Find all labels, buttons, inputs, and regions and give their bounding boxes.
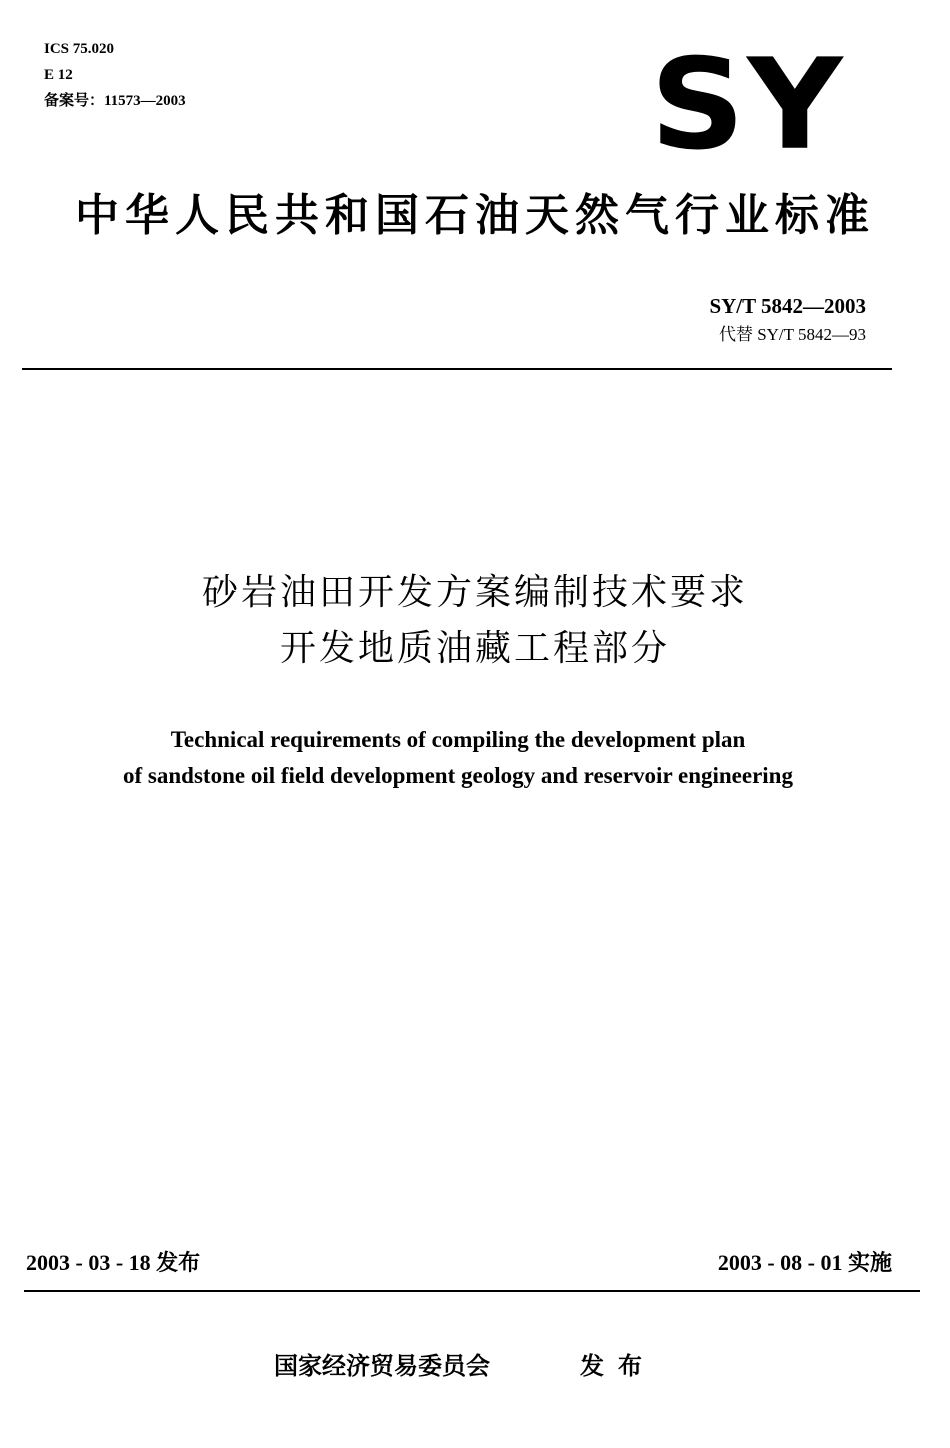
sy-logo: SY — [650, 31, 845, 179]
chinese-title — [0, 565, 950, 677]
top-divider — [22, 368, 892, 370]
standard-number-block — [709, 290, 866, 348]
replaces-standard: 代替 SY/T 5842—93 — [718, 325, 866, 344]
filing-number: 备案号：11573—2003 — [44, 93, 186, 109]
issue-date: 2003 - 03 - 18 发布 — [26, 1250, 201, 1275]
chinese-title-line-1: 砂岩油田开发方案编制技术要求 — [201, 572, 748, 613]
english-title-line-2: of sandstone oil field development geology and reservoir engineering — [123, 763, 793, 788]
publisher-name: 国家经济贸易委员会 — [274, 1352, 490, 1380]
header-metadata — [44, 36, 186, 114]
industry-standard-title: 中华人民共和国石油天然气行业标准 — [75, 190, 875, 241]
chinese-title-line-2: 开发地质油藏工程部分 — [279, 628, 670, 669]
implementation-date: 2003 - 08 - 01 实施 — [717, 1250, 892, 1275]
ics-code: ICS 75.020 — [44, 41, 115, 57]
english-title — [0, 722, 916, 794]
standard-number: SY/T 5842—2003 — [709, 294, 866, 318]
classification-code: E 12 — [44, 67, 73, 83]
bottom-divider — [24, 1290, 920, 1292]
publish-label: 发布 — [580, 1352, 656, 1380]
english-title-line-1: Technical requirements of compiling the development plan — [170, 727, 746, 752]
